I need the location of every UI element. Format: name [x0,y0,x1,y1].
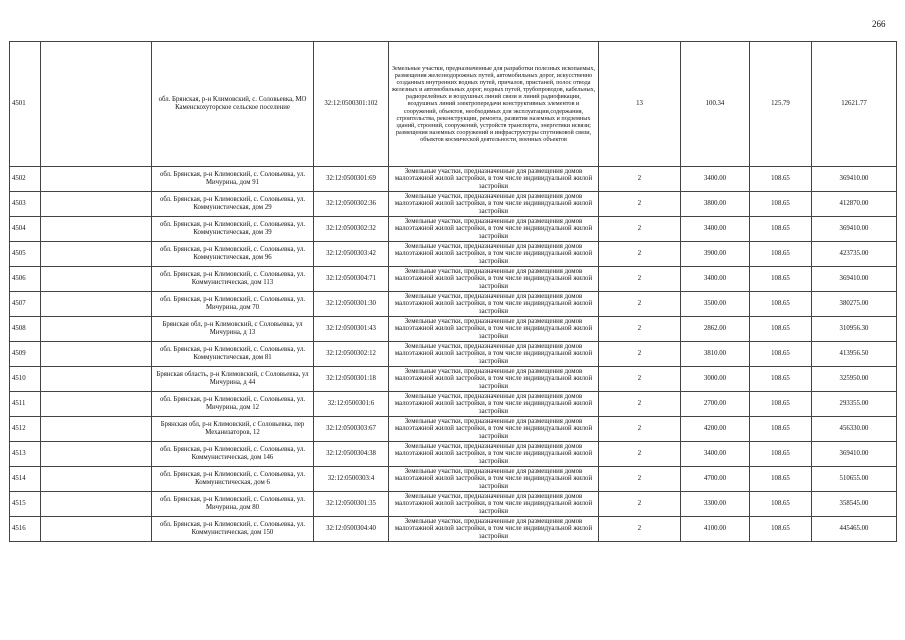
address-cell: обл. Брянская, р-н Климовский, с. Соловьевка, ул. Коммунистическая, дом 81 [152,342,314,367]
address-cell: обл. Брянская, р-н Климовский, с. Соловьевка, ул. Коммунистическая, дом 29 [152,192,314,217]
land-use-description-cell: Земельные участки, предназначенные для размещения домов малоэтажной жилой застройки, в том числе индивидуальной жилой застройки [389,342,599,367]
address-cell: обл. Брянская, р-н Климовский, с. Соловьевка, ул. Коммунистическая, дом 39 [152,217,314,242]
use-group-cell: 2 [599,192,681,217]
row-id: 4511 [10,392,41,417]
address-cell: обл. Брянская, р-н Климовский, с. Соловьевка, ул. Мичурина, дом 80 [152,492,314,517]
area-cell: 4200.00 [681,417,750,442]
address-cell: обл. Брянская, р-н Климовский, с. Соловьевка, МО Каменскохуторское сельское поселение [152,42,314,167]
specific-value-cell: 108.65 [750,267,812,292]
area-cell: 3000.00 [681,367,750,392]
land-use-description-cell: Земельные участки, предназначенные для размещения домов малоэтажной жилой застройки, в том числе индивидуальной жилой застройки [389,217,599,242]
row-id: 4514 [10,467,41,492]
table-row [10,317,897,342]
cadastral-value-cell: 380275.00 [812,292,897,317]
table-row [10,342,897,367]
row-id: 4502 [10,167,41,192]
table-row [10,367,897,392]
specific-value-cell: 108.65 [750,242,812,267]
row-id: 4516 [10,517,41,542]
address-cell: Брянская обл, р-н Климовский, с Соловьевка, пер Механизаторов, 12 [152,417,314,442]
cadastral-value-table [9,41,897,542]
row-id: 4507 [10,292,41,317]
use-group-cell: 2 [599,217,681,242]
table-row [10,292,897,317]
land-use-description-cell: Земельные участки, предназначенные для размещения домов малоэтажной жилой застройки, в том числе индивидуальной жилой застройки [389,417,599,442]
address-cell: обл. Брянская, р-н Климовский, с. Соловьевка, ул. Мичурина, дом 12 [152,392,314,417]
land-use-description-cell: Земельные участки, предназначенные для размещения домов малоэтажной жилой застройки, в том числе индивидуальной жилой застройки [389,442,599,467]
use-group-cell: 2 [599,317,681,342]
land-use-description-cell: Земельные участки, предназначенные для размещения домов малоэтажной жилой застройки, в том числе индивидуальной жилой застройки [389,192,599,217]
use-group-cell: 2 [599,292,681,317]
blank-cell [41,167,152,192]
cadastral-number-cell: 32:12:0500301:102 [314,42,389,167]
use-group-cell: 2 [599,492,681,517]
cadastral-value-cell: 310956.30 [812,317,897,342]
blank-cell [41,317,152,342]
blank-cell [41,342,152,367]
specific-value-cell: 108.65 [750,442,812,467]
row-id: 4515 [10,492,41,517]
use-group-cell: 2 [599,517,681,542]
cadastral-value-cell: 412870.00 [812,192,897,217]
land-use-description-cell: Земельные участки, предназначенные для размещения домов малоэтажной жилой застройки, в том числе индивидуальной жилой застройки [389,367,599,392]
cadastral-number-cell: 32:12:0500303:4 [314,467,389,492]
blank-cell [41,292,152,317]
specific-value-cell: 108.65 [750,292,812,317]
blank-cell [41,192,152,217]
cadastral-value-cell: 369410.00 [812,442,897,467]
specific-value-cell: 108.65 [750,192,812,217]
area-cell: 3400.00 [681,442,750,467]
area-cell: 3800.00 [681,192,750,217]
cadastral-value-cell: 413956.50 [812,342,897,367]
table-row [10,192,897,217]
cadastral-number-cell: 32:12:0500302:36 [314,192,389,217]
cadastral-number-cell: 32:12:0500304:40 [314,517,389,542]
table-row [10,167,897,192]
area-cell: 3500.00 [681,292,750,317]
cadastral-number-cell: 32:12:0500303:42 [314,242,389,267]
land-use-description-cell: Земельные участки, предназначенные для размещения домов малоэтажной жилой застройки, в том числе индивидуальной жилой застройки [389,317,599,342]
table-row [10,442,897,467]
address-cell: обл. Брянская, р-н Климовский, с. Соловьевка, ул. Мичурина, дом 70 [152,292,314,317]
use-group-cell: 2 [599,367,681,392]
table-row [10,467,897,492]
land-use-description-cell: Земельные участки, предназначенные для размещения домов малоэтажной жилой застройки, в том числе индивидуальной жилой застройки [389,292,599,317]
use-group-cell: 2 [599,242,681,267]
address-cell: обл. Брянская, р-н Климовский, с. Соловьевка, ул. Коммунистическая, дом 113 [152,267,314,292]
table-row [10,242,897,267]
cadastral-number-cell: 32:12:0500301:69 [314,167,389,192]
blank-cell [41,417,152,442]
cadastral-value-cell: 325950.00 [812,367,897,392]
address-cell: обл. Брянская, р-н Климовский, с. Соловьевка, ул. Коммунистическая, дом 96 [152,242,314,267]
row-id: 4501 [10,42,41,167]
use-group-cell: 2 [599,467,681,492]
row-id: 4509 [10,342,41,367]
cadastral-number-cell: 32:12:0500304:38 [314,442,389,467]
use-group-cell: 2 [599,342,681,367]
cadastral-value-cell: 369410.00 [812,167,897,192]
address-cell: обл. Брянская, р-н Климовский, с. Соловьевка, ул. Коммунистическая, дом 6 [152,467,314,492]
row-id: 4503 [10,192,41,217]
table-row [10,42,897,167]
cadastral-value-cell: 445465.00 [812,517,897,542]
land-use-description-cell: Земельные участки, предназначенные для размещения домов малоэтажной жилой застройки, в том числе индивидуальной жилой застройки [389,267,599,292]
specific-value-cell: 108.65 [750,467,812,492]
specific-value-cell: 125.79 [750,42,812,167]
row-id: 4508 [10,317,41,342]
specific-value-cell: 108.65 [750,517,812,542]
cadastral-value-cell: 423735.00 [812,242,897,267]
specific-value-cell: 108.65 [750,492,812,517]
table-row [10,267,897,292]
address-cell: Брянская область, р-н Климовский, с Соловьевка, ул Мичурина, д 44 [152,367,314,392]
cadastral-value-cell: 293355.00 [812,392,897,417]
row-id: 4510 [10,367,41,392]
table-row [10,392,897,417]
land-use-description-cell: Земельные участки, предназначенные для размещения домов малоэтажной жилой застройки, в том числе индивидуальной жилой застройки [389,517,599,542]
cadastral-value-cell: 369410.00 [812,217,897,242]
cadastral-number-cell: 32:12:0500301:18 [314,367,389,392]
blank-cell [41,242,152,267]
use-group-cell: 2 [599,417,681,442]
blank-cell [41,267,152,292]
cadastral-number-cell: 32:12:0500301:30 [314,292,389,317]
use-group-cell: 13 [599,42,681,167]
cadastral-number-cell: 32:12:0500302:12 [314,342,389,367]
blank-cell [41,467,152,492]
cadastral-number-cell: 32:12:0500301:35 [314,492,389,517]
land-use-description-cell: Земельные участки, предназначенные для размещения домов малоэтажной жилой застройки, в том числе индивидуальной жилой застройки [389,167,599,192]
area-cell: 3900.00 [681,242,750,267]
table-body [10,42,897,542]
blank-cell [41,367,152,392]
cadastral-value-cell: 12621.77 [812,42,897,167]
cadastral-number-cell: 32:12:0500302:32 [314,217,389,242]
area-cell: 3400.00 [681,167,750,192]
cadastral-value-cell: 358545.00 [812,492,897,517]
area-cell: 100.34 [681,42,750,167]
land-use-description-cell: Земельные участки, предназначенные для размещения домов малоэтажной жилой застройки, в том числе индивидуальной жилой застройки [389,467,599,492]
specific-value-cell: 108.65 [750,417,812,442]
land-use-description-cell: Земельные участки, предназначенные для размещения домов малоэтажной жилой застройки, в том числе индивидуальной жилой застройки [389,242,599,267]
address-cell: обл. Брянская, р-н Климовский, с. Соловьевка, ул. Коммунистическая, дом 146 [152,442,314,467]
row-id: 4506 [10,267,41,292]
cadastral-value-cell: 456330.00 [812,417,897,442]
area-cell: 4700.00 [681,467,750,492]
page-number: 266 [872,19,886,29]
use-group-cell: 2 [599,267,681,292]
area-cell: 3300.00 [681,492,750,517]
blank-cell [41,492,152,517]
specific-value-cell: 108.65 [750,217,812,242]
blank-cell [41,217,152,242]
table-row [10,417,897,442]
specific-value-cell: 108.65 [750,392,812,417]
row-id: 4505 [10,242,41,267]
blank-cell [41,442,152,467]
table-row [10,517,897,542]
table-row [10,217,897,242]
cadastral-number-cell: 32:12:0500301:6 [314,392,389,417]
row-id: 4504 [10,217,41,242]
use-group-cell: 2 [599,167,681,192]
cadastral-number-cell: 32:12:0500304:71 [314,267,389,292]
area-cell: 3810.00 [681,342,750,367]
specific-value-cell: 108.65 [750,367,812,392]
area-cell: 3400.00 [681,267,750,292]
area-cell: 2700.00 [681,392,750,417]
cadastral-value-cell: 369410.00 [812,267,897,292]
cadastral-number-cell: 32:12:0500303:67 [314,417,389,442]
specific-value-cell: 108.65 [750,342,812,367]
address-cell: Брянская обл, р-н Климовский, с Соловьевка, ул Мичурина, д 13 [152,317,314,342]
area-cell: 2862.00 [681,317,750,342]
land-use-description-cell: Земельные участки, предназначенные для размещения домов малоэтажной жилой застройки, в том числе индивидуальной жилой застройки [389,392,599,417]
specific-value-cell: 108.65 [750,167,812,192]
row-id: 4512 [10,417,41,442]
table-row [10,492,897,517]
address-cell: обл. Брянская, р-н Климовский, с. Соловьевка, ул. Коммунистическая, дом 150 [152,517,314,542]
land-use-description-cell: Земельные участки, предназначенные для разработки полезных ископаемых, размещения железнодорожных путей, автомобильных дорог, искусственно созданных внутренних водных путей, причалов, пристаней, полос отвода железных и автомобильных дорог, водных путей, трубопроводов, кабельных, радиорелейных и воздушных линий связи и линий радиофикации, воздушных линий электропередачи конструктивных элементов и сооружений, объектов, необходимых для эксплуатации,содержания, строительства, реконструкции, ремонта, развития наземных и подземных зданий, строений, сооружений, устройств транспорта, энергетики исвязи; размещения наземных сооружений и инфраструктуры спутниковой связи, объектов космической деятельности, военных объектов [389,42,599,167]
blank-cell [41,392,152,417]
use-group-cell: 2 [599,442,681,467]
cadastral-number-cell: 32:12:0500301:43 [314,317,389,342]
area-cell: 3400.00 [681,217,750,242]
specific-value-cell: 108.65 [750,317,812,342]
area-cell: 4100.00 [681,517,750,542]
cadastral-value-cell: 510655.00 [812,467,897,492]
blank-cell [41,517,152,542]
land-use-description-cell: Земельные участки, предназначенные для размещения домов малоэтажной жилой застройки, в том числе индивидуальной жилой застройки [389,492,599,517]
blank-cell [41,42,152,167]
address-cell: обл. Брянская, р-н Климовский, с. Соловьевка, ул. Мичурина, дом 91 [152,167,314,192]
use-group-cell: 2 [599,392,681,417]
row-id: 4513 [10,442,41,467]
